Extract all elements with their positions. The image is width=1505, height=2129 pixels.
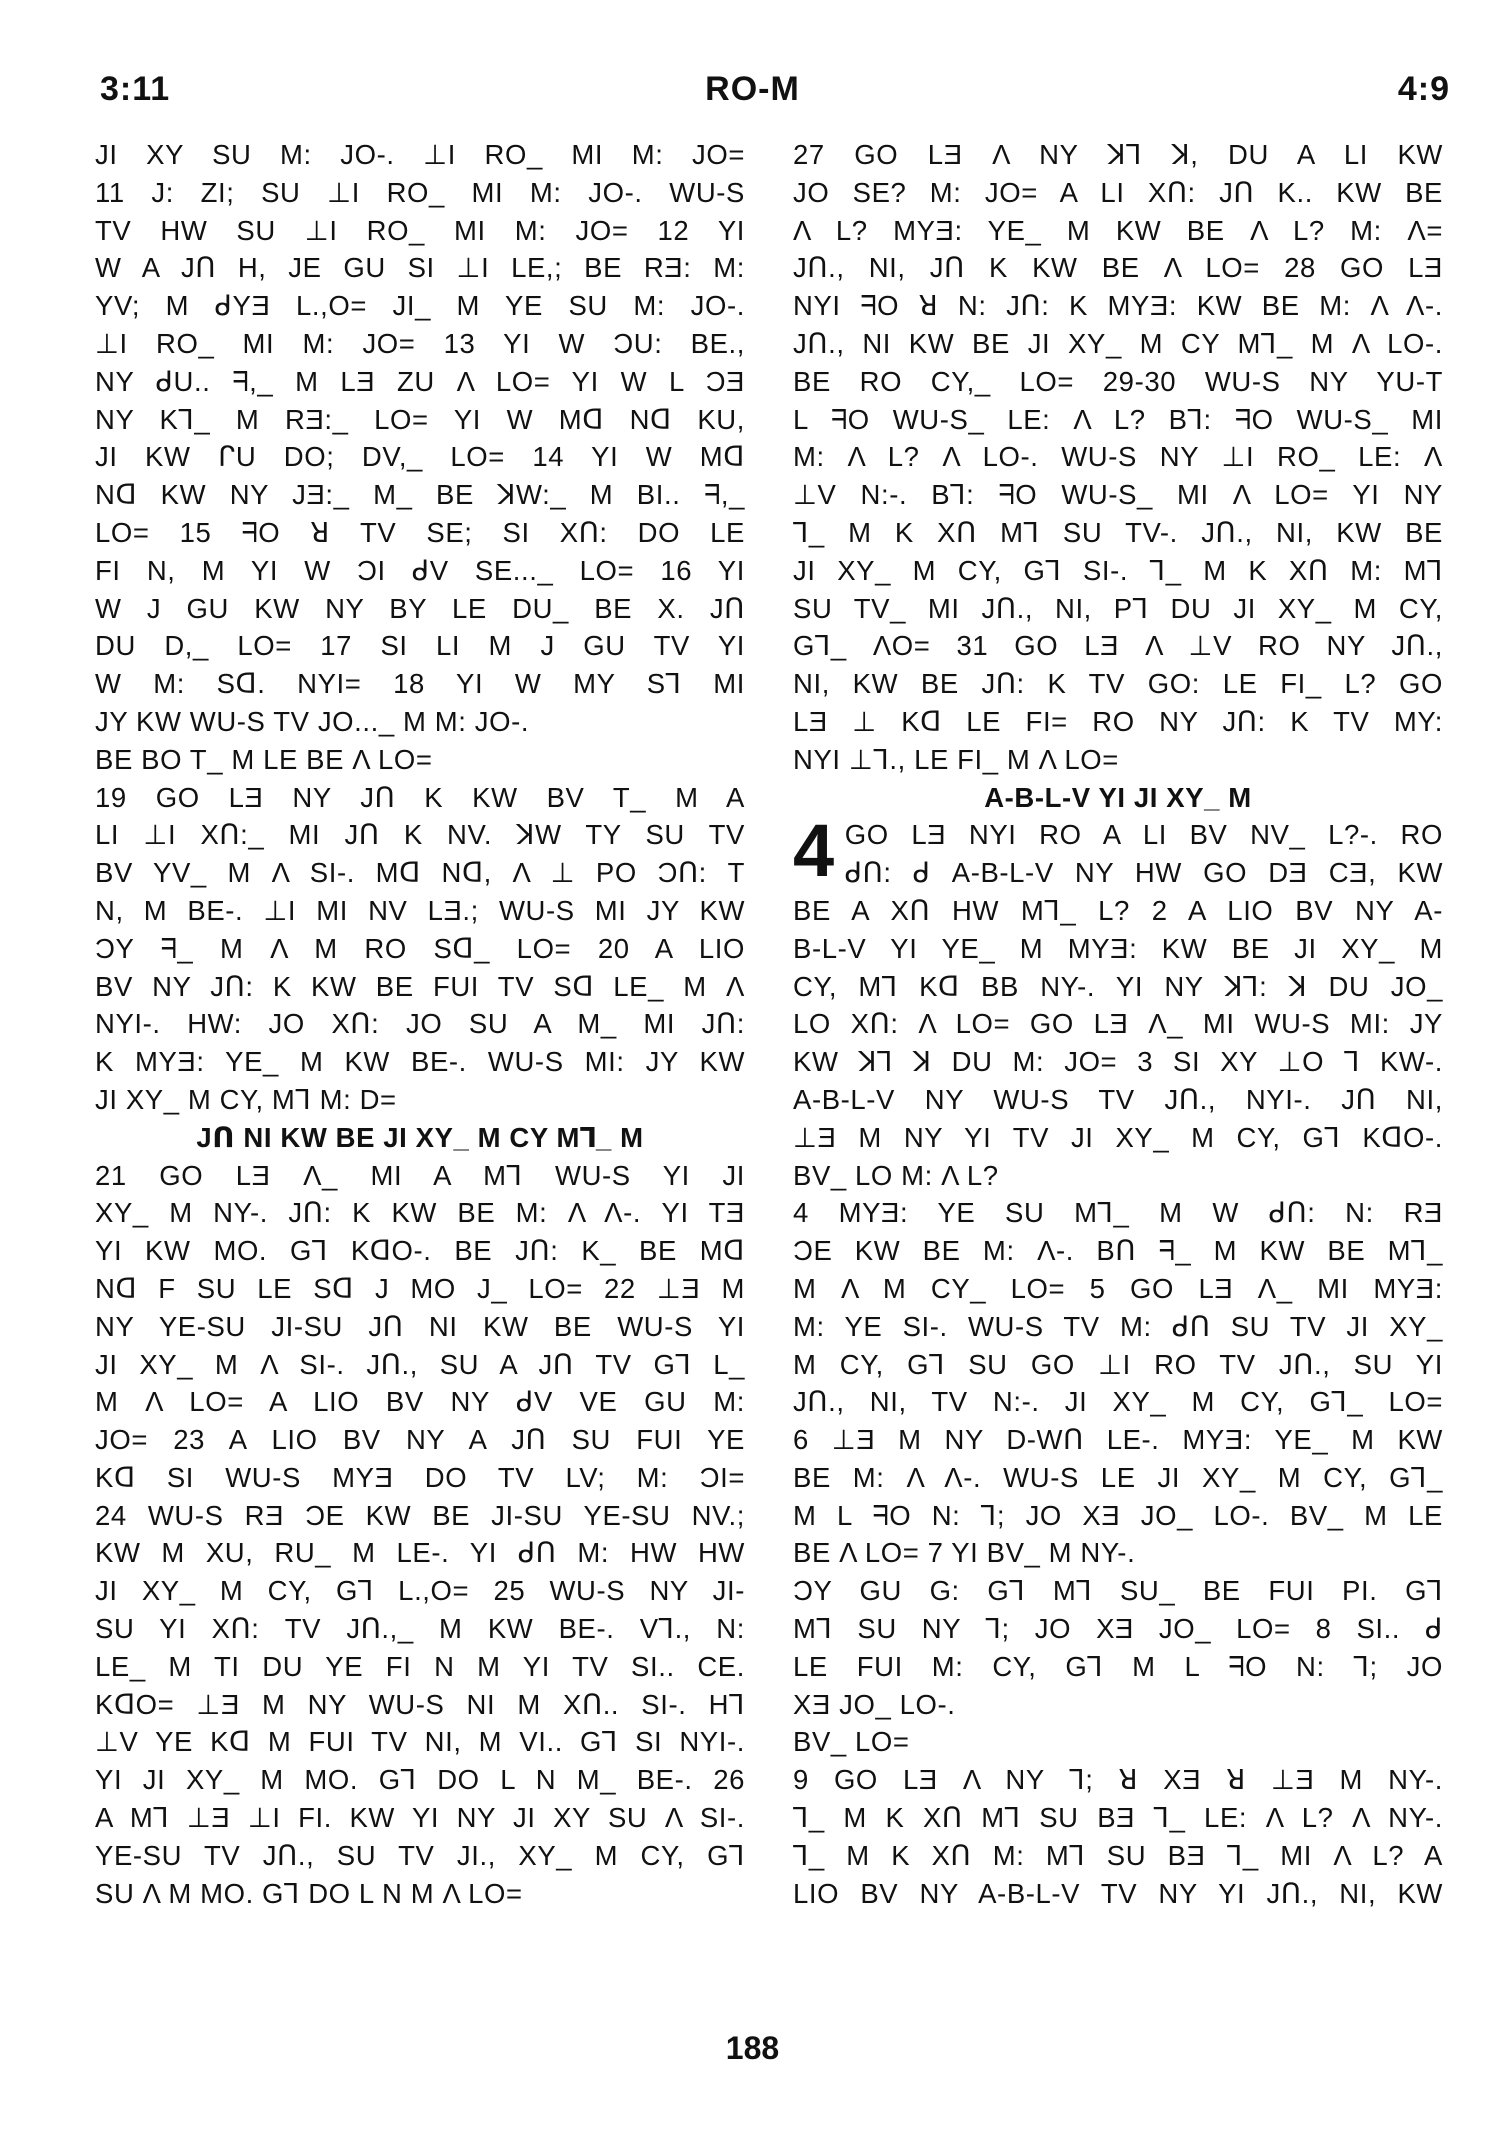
text-line: NYI-. HW: JO Xᑎ: JO SU A M_ MI Jᑎ: bbox=[95, 1008, 745, 1040]
text-line: L ᖷO WU-S_ LE: Λ L? B⅂: ᖷO WU-S_ MI bbox=[793, 403, 1443, 435]
text-line: A-B-L-V NY WU-S TV Jᑎ., NYI-. Jᑎ NI, bbox=[793, 1083, 1443, 1115]
text-line: Nᗡ F SU LE Sᗡ J MO J_ LO= 22 ⊥Ǝ M bbox=[95, 1272, 745, 1304]
text-line: JY KW WU-S TV JO..._ M M: JO-. bbox=[95, 705, 530, 737]
text-line: BV_ LO M: Λ L? bbox=[793, 1159, 999, 1191]
text-line: N, M BE-. ⊥I MI NV LƎ.; WU-S MI JY KW bbox=[95, 894, 745, 926]
section-heading: Jᑎ NI KW BE JI XY_ M CY M⅂_ M bbox=[196, 1121, 644, 1153]
text-line: M: YE SI-. WU-S TV M: ᑯᑎ SU TV JI XY_ bbox=[793, 1310, 1443, 1342]
text-line: ⅂_ M K Xᑎ M: M⅂ SU BƎ ⅂_ MI Λ L? A bbox=[793, 1839, 1443, 1871]
text-line: M L ᖷO N: ⅂; JO XƎ JO_ LO-. BV_ M LE bbox=[793, 1499, 1443, 1531]
text-line: KᗡO= ⊥Ǝ M NY WU-S NI M Xᑎ.. SI-. H⅂ bbox=[95, 1688, 745, 1720]
text-line: BE M: Λ Λ-. WU-S LE JI XY_ M CY, G⅂_ bbox=[793, 1461, 1443, 1493]
text-line: DU D,_ LO= 17 SI LI M J GU TV YI bbox=[95, 630, 745, 662]
text-line: Jᑎ., NI, Jᑎ K KW BE Λ LO= 28 GO LƎ bbox=[793, 252, 1443, 284]
text-line: NY ᑯU.. ᖷ,_ M LƎ ZU Λ LO= YI W L ƆƎ bbox=[95, 365, 745, 397]
text-line: Λ L? MYƎ: YE_ M KW BE Λ L? M: Λ= bbox=[793, 214, 1443, 246]
header-chapter-verse-start: 3:11 bbox=[100, 70, 171, 108]
text-line: BE A Xᑎ HW M⅂_ L? 2 A LIO BV NY A- bbox=[793, 894, 1443, 926]
text-line: SU TV_ MI Jᑎ., NI, P⅂ DU JI XY_ M CY, bbox=[793, 592, 1443, 624]
chapter-wrapped-lines bbox=[845, 816, 1443, 892]
text-line: Nᗡ KW NY JƎ:_ M_ BE ꓘW:_ M BI.. ᖷ,_ bbox=[95, 479, 745, 511]
text-line: W A Jᑎ H, JE GU SI ⊥I LE,; BE RƎ: M: bbox=[95, 252, 745, 284]
text-line: LO Xᑎ: Λ LO= GO LƎ Λ_ MI WU-S MI: JY bbox=[793, 1008, 1443, 1040]
text-line: B-L-V YI YE_ M MYƎ: KW BE JI XY_ M bbox=[793, 932, 1443, 964]
text-line: ᑯᑎ: ᑯ A-B-L-V NY HW GO DƎ CƎ, KW bbox=[844, 857, 1443, 889]
text-line: XƎ JO_ LO-. bbox=[793, 1688, 956, 1720]
text-line: M⅂ SU NY ⅂; JO XƎ JO_ LO= 8 SI.. ᑯ bbox=[793, 1613, 1443, 1645]
text-line: LO= 15 ᖷO ꓤ TV SE; SI Xᑎ: DO LE bbox=[95, 516, 745, 548]
chapter-number: 4 bbox=[793, 809, 835, 893]
text-line: ⅂_ M K Xᑎ M⅂ SU BƎ ⅂_ LE: Λ L? Λ NY-. bbox=[793, 1802, 1443, 1834]
text-line: ƆY ᖷ_ M Λ M RO Sᗡ_ LO= 20 A LIO bbox=[95, 932, 745, 964]
text-line: YI JI XY_ M MO. G⅂ DO L N M_ BE-. 26 bbox=[95, 1764, 745, 1796]
text-line: KW M XU, RU_ M LE-. YI ᑯᑎ M: HW HW bbox=[95, 1537, 745, 1569]
section-heading: A-B-L-V YI JI XY_ M bbox=[984, 781, 1252, 813]
text-line: ⊥I RO_ MI M: JO= 13 YI W ƆU: BE., bbox=[95, 327, 745, 359]
text-line: NYI ⊥⅂., LE FI_ M Λ LO= bbox=[793, 743, 1119, 775]
text-line: GO LƎ NYI RO A LI BV NV_ L?-. RO bbox=[844, 819, 1443, 851]
right-column-top bbox=[793, 136, 1443, 816]
text-line: SU Λ M MO. G⅂ DO L N M Λ LO= bbox=[95, 1877, 523, 1909]
text-line: 21 GO LƎ Λ_ MI A M⅂ WU-S YI JI bbox=[95, 1159, 745, 1191]
text-line: NY K⅂_ M RƎ:_ LO= YI W Mᗡ Nᗡ KU, bbox=[95, 403, 745, 435]
text-line: XY_ M NY-. Jᑎ: K KW BE M: Λ Λ-. YI TƎ bbox=[95, 1197, 745, 1229]
text-line: NI, KW BE Jᑎ: K TV GO: LE FI_ L? GO bbox=[793, 668, 1443, 700]
text-line: JO= 23 A LIO BV NY A Jᑎ SU FUI YE bbox=[95, 1424, 745, 1456]
header-chapter-verse-end: 4:9 bbox=[1397, 70, 1450, 108]
text-line: BE BO T_ M LE BE Λ LO= bbox=[95, 743, 433, 775]
text-line: Jᑎ., NI, TV N:-. JI XY_ M CY, G⅂_ LO= bbox=[793, 1386, 1443, 1418]
text-line: LIO BV NY A-B-L-V TV NY YI Jᑎ., NI, KW bbox=[793, 1877, 1443, 1909]
text-line: Jᑎ., NI KW BE JI XY_ M CY M⅂_ M Λ LO-. bbox=[793, 327, 1443, 359]
text-line: ƆE KW BE M: Λ-. Bᑎ ᖷ_ M KW BE M⅂_ bbox=[793, 1235, 1443, 1267]
text-line: JI XY_ M CY, M⅂ M: D= bbox=[95, 1083, 397, 1115]
text-line: M: Λ L? Λ LO-. WU-S NY ⊥I RO_ LE: Λ bbox=[793, 441, 1443, 473]
text-line: JI XY_ M CY, G⅂ SI-. ⅂_ M K Xᑎ M: M⅂ bbox=[793, 554, 1443, 586]
text-line: M Λ M CY_ LO= 5 GO LƎ Λ_ MI MYƎ: bbox=[793, 1272, 1443, 1304]
text-line: FI N, M YI W ƆI ᑯV SE..._ LO= 16 YI bbox=[95, 554, 745, 586]
text-line: W M: Sᗡ. NYI= 18 YI W MY S⅂ MI bbox=[95, 668, 745, 700]
text-line: 19 GO LƎ NY Jᑎ K KW BV T_ M A bbox=[95, 781, 745, 813]
text-line: 6 ⊥Ǝ M NY D-Wᑎ LE-. MYƎ: YE_ M KW bbox=[793, 1424, 1443, 1456]
text-line: ƆY GU G: G⅂ M⅂ SU_ BE FUI PI. G⅂ bbox=[793, 1575, 1443, 1607]
text-line: A M⅂ ⊥Ǝ ⊥I FI. KW YI NY JI XY SU Λ SI-. bbox=[95, 1802, 745, 1834]
text-line: JI XY SU M: JO-. ⊥I RO_ MI M: JO= bbox=[95, 139, 745, 170]
text-line: LE FUI M: CY, G⅂ M L ᖷO N: ⅂; JO bbox=[793, 1650, 1443, 1682]
text-line: ⊥Ǝ M NY YI TV JI XY_ M CY, G⅂ KᗡO-. bbox=[793, 1121, 1443, 1153]
text-line: LE_ M TI DU YE FI N M YI TV SI.. CE. bbox=[95, 1650, 745, 1682]
text-line: KW ꓘ⅂ ꓘ DU M: JO= 3 SI XY ⊥O ⅂ KW-. bbox=[793, 1046, 1443, 1078]
text-line: BV_ LO= bbox=[793, 1726, 910, 1758]
text-line: YV; M ᑯYƎ L.,O= JI_ M YE SU M: JO-. bbox=[95, 290, 745, 322]
header-book-title: RO-M bbox=[705, 70, 800, 108]
text-line: 27 GO LƎ Λ NY ꓘ⅂ ꓘ, DU A LI KW bbox=[793, 139, 1443, 170]
text-line: JI KW ᒋU DO; DV,_ LO= 14 YI W Mᗡ bbox=[95, 441, 745, 473]
text-line: TV HW SU ⊥I RO_ MI M: JO= 12 YI bbox=[95, 214, 745, 246]
text-line: BV NY Jᑎ: K KW BE FUI TV Sᗡ LE_ M Λ bbox=[95, 970, 745, 1002]
text-line: SU YI Xᑎ: TV Jᑎ.,_ M KW BE-. V⅂., N: bbox=[95, 1613, 745, 1645]
text-line: K MYƎ: YE_ M KW BE-. WU-S MI: JY KW bbox=[95, 1046, 745, 1078]
text-line: G⅂_ ΛO= 31 GO LƎ Λ ⊥V RO NY Jᑎ., bbox=[793, 630, 1443, 662]
text-line: YE-SU TV Jᑎ., SU TV JI., XY_ M CY, G⅂ bbox=[95, 1839, 745, 1871]
text-line: NYI ᖷO ꓤ N: Jᑎ: K MYƎ: KW BE M: Λ Λ-. bbox=[793, 290, 1443, 322]
text-line: BE Λ LO= 7 YI BV_ M NY-. bbox=[793, 1537, 1136, 1569]
text-line: ⊥V YE Kᗡ M FUI TV NI, M VI.. G⅂ SI NYI-. bbox=[95, 1726, 745, 1758]
text-line: 24 WU-S RƎ ƆE KW BE JI-SU YE-SU NV.; bbox=[95, 1499, 745, 1531]
text-line: JO SE? M: JO= A LI Xᑎ: Jᑎ K.. KW BE bbox=[793, 176, 1443, 208]
text-line: ⊥V N:-. B⅂: ᖷO WU-S_ MI Λ LO= YI NY bbox=[793, 479, 1443, 511]
text-line: JI XY_ M CY, G⅂ L.,O= 25 WU-S NY JI- bbox=[95, 1575, 745, 1607]
text-line: 9 GO LƎ Λ NY ⅂; ꓤ XƎ ꓤ ⊥Ǝ M NY-. bbox=[793, 1764, 1443, 1796]
text-line: ⅂_ M K Xᑎ M⅂ SU TV-. Jᑎ., NI, KW BE bbox=[793, 516, 1443, 548]
text-line: 4 MYƎ: YE SU M⅂_ M W ᑯᑎ: N: RƎ bbox=[793, 1197, 1443, 1229]
right-column-bottom bbox=[793, 892, 1443, 1913]
chapter-start bbox=[793, 809, 1443, 893]
text-line: BV YV_ M Λ SI-. Mᗡ Nᗡ, Λ ⊥ PO Ɔᑎ: T bbox=[95, 857, 745, 889]
text-line: M CY, G⅂ SU GO ⊥I RO TV Jᑎ., SU YI bbox=[793, 1348, 1443, 1380]
text-line: 11 J: ZI; SU ⊥I RO_ MI M: JO-. WU-S bbox=[95, 176, 745, 208]
page-number: 188 bbox=[725, 2030, 780, 2066]
text-line: BE RO CY,_ LO= 29-30 WU-S NY YU-T bbox=[793, 365, 1443, 397]
text-line: YI KW MO. G⅂ KᗡO-. BE Jᑎ: K_ BE Mᗡ bbox=[95, 1235, 745, 1267]
right-column bbox=[793, 136, 1443, 1912]
text-line: LI ⊥I Xᑎ:_ MI Jᑎ K NV. ꓘW TY SU TV bbox=[95, 819, 745, 851]
text-line: Kᗡ SI WU-S MYƎ DO TV LV; M: ƆI= bbox=[95, 1461, 745, 1493]
text-line: M Λ LO= A LIO BV NY ᑯV VE GU M: bbox=[95, 1386, 745, 1418]
left-column bbox=[95, 136, 745, 1912]
text-line: CY, M⅂ Kᗡ BB NY-. YI NY ꓘ⅂: ꓘ DU JO_ bbox=[793, 970, 1443, 1002]
text-line: LƎ ⊥ Kᗡ LE FI= RO NY Jᑎ: K TV MY: bbox=[793, 705, 1443, 737]
text-line: W J GU KW NY BY LE DU_ BE X. Jᑎ bbox=[95, 592, 745, 624]
text-line: NY YE-SU JI-SU Jᑎ NI KW BE WU-S YI bbox=[95, 1310, 745, 1342]
text-line: JI XY_ M Λ SI-. Jᑎ., SU A Jᑎ TV G⅂ L_ bbox=[95, 1348, 745, 1380]
